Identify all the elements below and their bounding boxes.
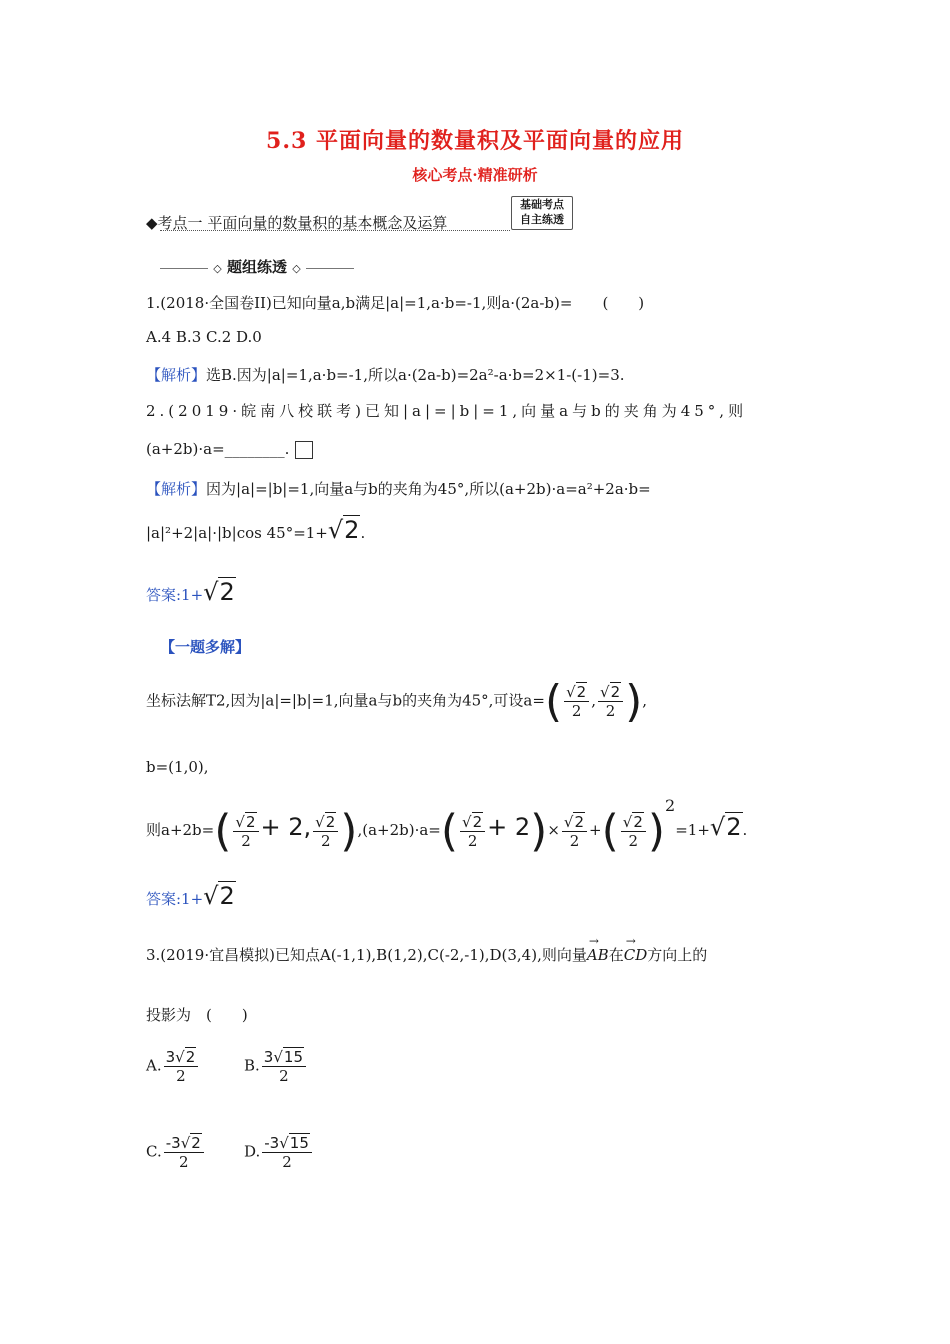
then-label: 则a+2b= [146, 821, 215, 839]
fraction: $\frac{√2}{2}$ [564, 683, 589, 720]
fraction: $\frac{√2}{2}$ [313, 813, 338, 850]
fraction: $\frac{-3√15}{2}$ [262, 1134, 312, 1171]
q3-option-d: D. $\frac{-3√15}{2}$ [244, 1134, 314, 1171]
multi-solution-tag: 【一题多解】 [160, 638, 251, 656]
q3-stem-line1: 3.(2019·宜昌模拟)已知点A(-1,1),B(1,2),C(-2,-1),D(3,4),则向量→ AB在→ CD方向上的 [146, 944, 707, 965]
section-subtitle: 核心考点·精准研析 [412, 166, 538, 184]
diamond-left-icon: ◇ [213, 262, 222, 275]
badge-line-2: 自主练透 [520, 213, 564, 226]
answer-label: 答案:1+ [146, 586, 204, 604]
answer-label: 答案:1+ [146, 890, 204, 908]
q1-options: A.4 B.3 C.2 D.0 [146, 328, 262, 346]
q2-stem-line1: 2.(2019·皖南八校联考)已知|a|=|b|=1,向量a与b的夹角为45°,则 [146, 402, 748, 420]
q3-stem-line2: 投影为 ( ) [146, 1006, 248, 1024]
q3-option-b: B. $\frac{3√15}{2}$ [244, 1048, 308, 1085]
vector-ab: → AB [587, 946, 609, 964]
fraction: $\frac{√2}{2}$ [621, 813, 646, 850]
q1-analysis [146, 364, 625, 385]
q2-stem-text: (a+2b)·a=________. [146, 440, 290, 458]
section-heading [160, 256, 354, 277]
fraction: $\frac{√2}{2}$ [460, 813, 485, 850]
divider-left [160, 268, 208, 269]
q3-option-c: C. $\frac{-3√2}{2}$ [146, 1134, 206, 1171]
analysis-text: |a|²+2|a|·|b|cos 45°=1+ [146, 524, 328, 542]
page-title: 5.3 平面向量的数量积及平面向量的应用 [266, 128, 684, 154]
fraction: $\frac{-3√2}{2}$ [164, 1134, 204, 1171]
coord-text: 坐标法解T2,因为|a|=|b|=1,向量a与b的夹角为45°,可设a= [146, 691, 545, 710]
fraction: $\frac{√2}{2}$ [233, 813, 258, 850]
section-label: 题组练透 [226, 258, 287, 276]
sqrt-expression: √2 [203, 882, 235, 910]
analysis-tag: 【解析】 [146, 480, 207, 498]
fraction: $\frac{√2}{2}$ [562, 813, 587, 850]
analysis-text: 选B.因为|a|=1,a·b=-1,所以a·(2a-b)=2a²-a·b=2×1-(-1)=3. [206, 366, 625, 384]
coord-line: 坐标法解T2,因为|a|=|b|=1,向量a与b的夹角为45°,可设a=( $\frac{√2}{2}$ , $\frac{√2}{2}$ ), [146, 676, 648, 727]
sqrt-expression: √2 [709, 813, 742, 841]
kaodian-badge [511, 196, 573, 230]
sqrt-expression: √2 [327, 516, 360, 544]
kaodian-underline [160, 230, 510, 231]
analysis-text: 因为|a|=|b|=1,向量a与b的夹角为45°,所以(a+2b)·a=a²+2a·b= [206, 480, 651, 498]
analysis-tag: 【解析】 [146, 366, 207, 384]
q3-stem-text: 3.(2019·宜昌模拟)已知点A(-1,1),B(1,2),C(-2,-1),D(3,4),则向量 [146, 946, 587, 964]
q2-answer-2 [146, 882, 236, 910]
fraction: $\frac{√2}{2}$ [598, 683, 623, 720]
dot-label: (a+2b)·a= [362, 821, 441, 839]
diamond-right-icon: ◇ [292, 262, 301, 275]
q2-stem-line2 [146, 440, 313, 459]
sqrt-expression: √2 [203, 578, 235, 606]
q1-stem: 1.(2018·全国卷II)已知向量a,b满足|a|=1,a·b=-1,则a·(2a-b)= ( ) [146, 294, 645, 312]
fraction: $\frac{3√2}{2}$ [164, 1048, 199, 1085]
vector-cd: → CD [624, 946, 648, 964]
diamond-icon: ◆ [146, 214, 158, 232]
q3-option-a: A. $\frac{3√2}{2}$ [146, 1048, 200, 1085]
q2-analysis-line1 [146, 478, 651, 499]
answer-blank-box [295, 441, 313, 459]
divider-right [306, 268, 354, 269]
fraction: $\frac{3√15}{2}$ [262, 1048, 306, 1085]
then-line: 则a+2b=( $\frac{√2}{2}$ + 2, $\frac{√2}{2}$ ),(a+2b)·a=( $\frac{√2}{2}$ + 2)× $\frac{√2}{2}$ +( $\frac{√2}{2}$ )$^2$=1+√2. [146, 796, 748, 857]
kaodian-label: 考点一 平面向量的数量积的基本概念及运算 [157, 214, 448, 232]
b-coord-line: b=(1,0), [146, 758, 209, 776]
badge-line-1: 基础考点 [520, 198, 564, 211]
q2-answer [146, 578, 236, 606]
q2-analysis-line2: |a|²+2|a|·|b|cos 45°=1+√2. [146, 516, 366, 544]
